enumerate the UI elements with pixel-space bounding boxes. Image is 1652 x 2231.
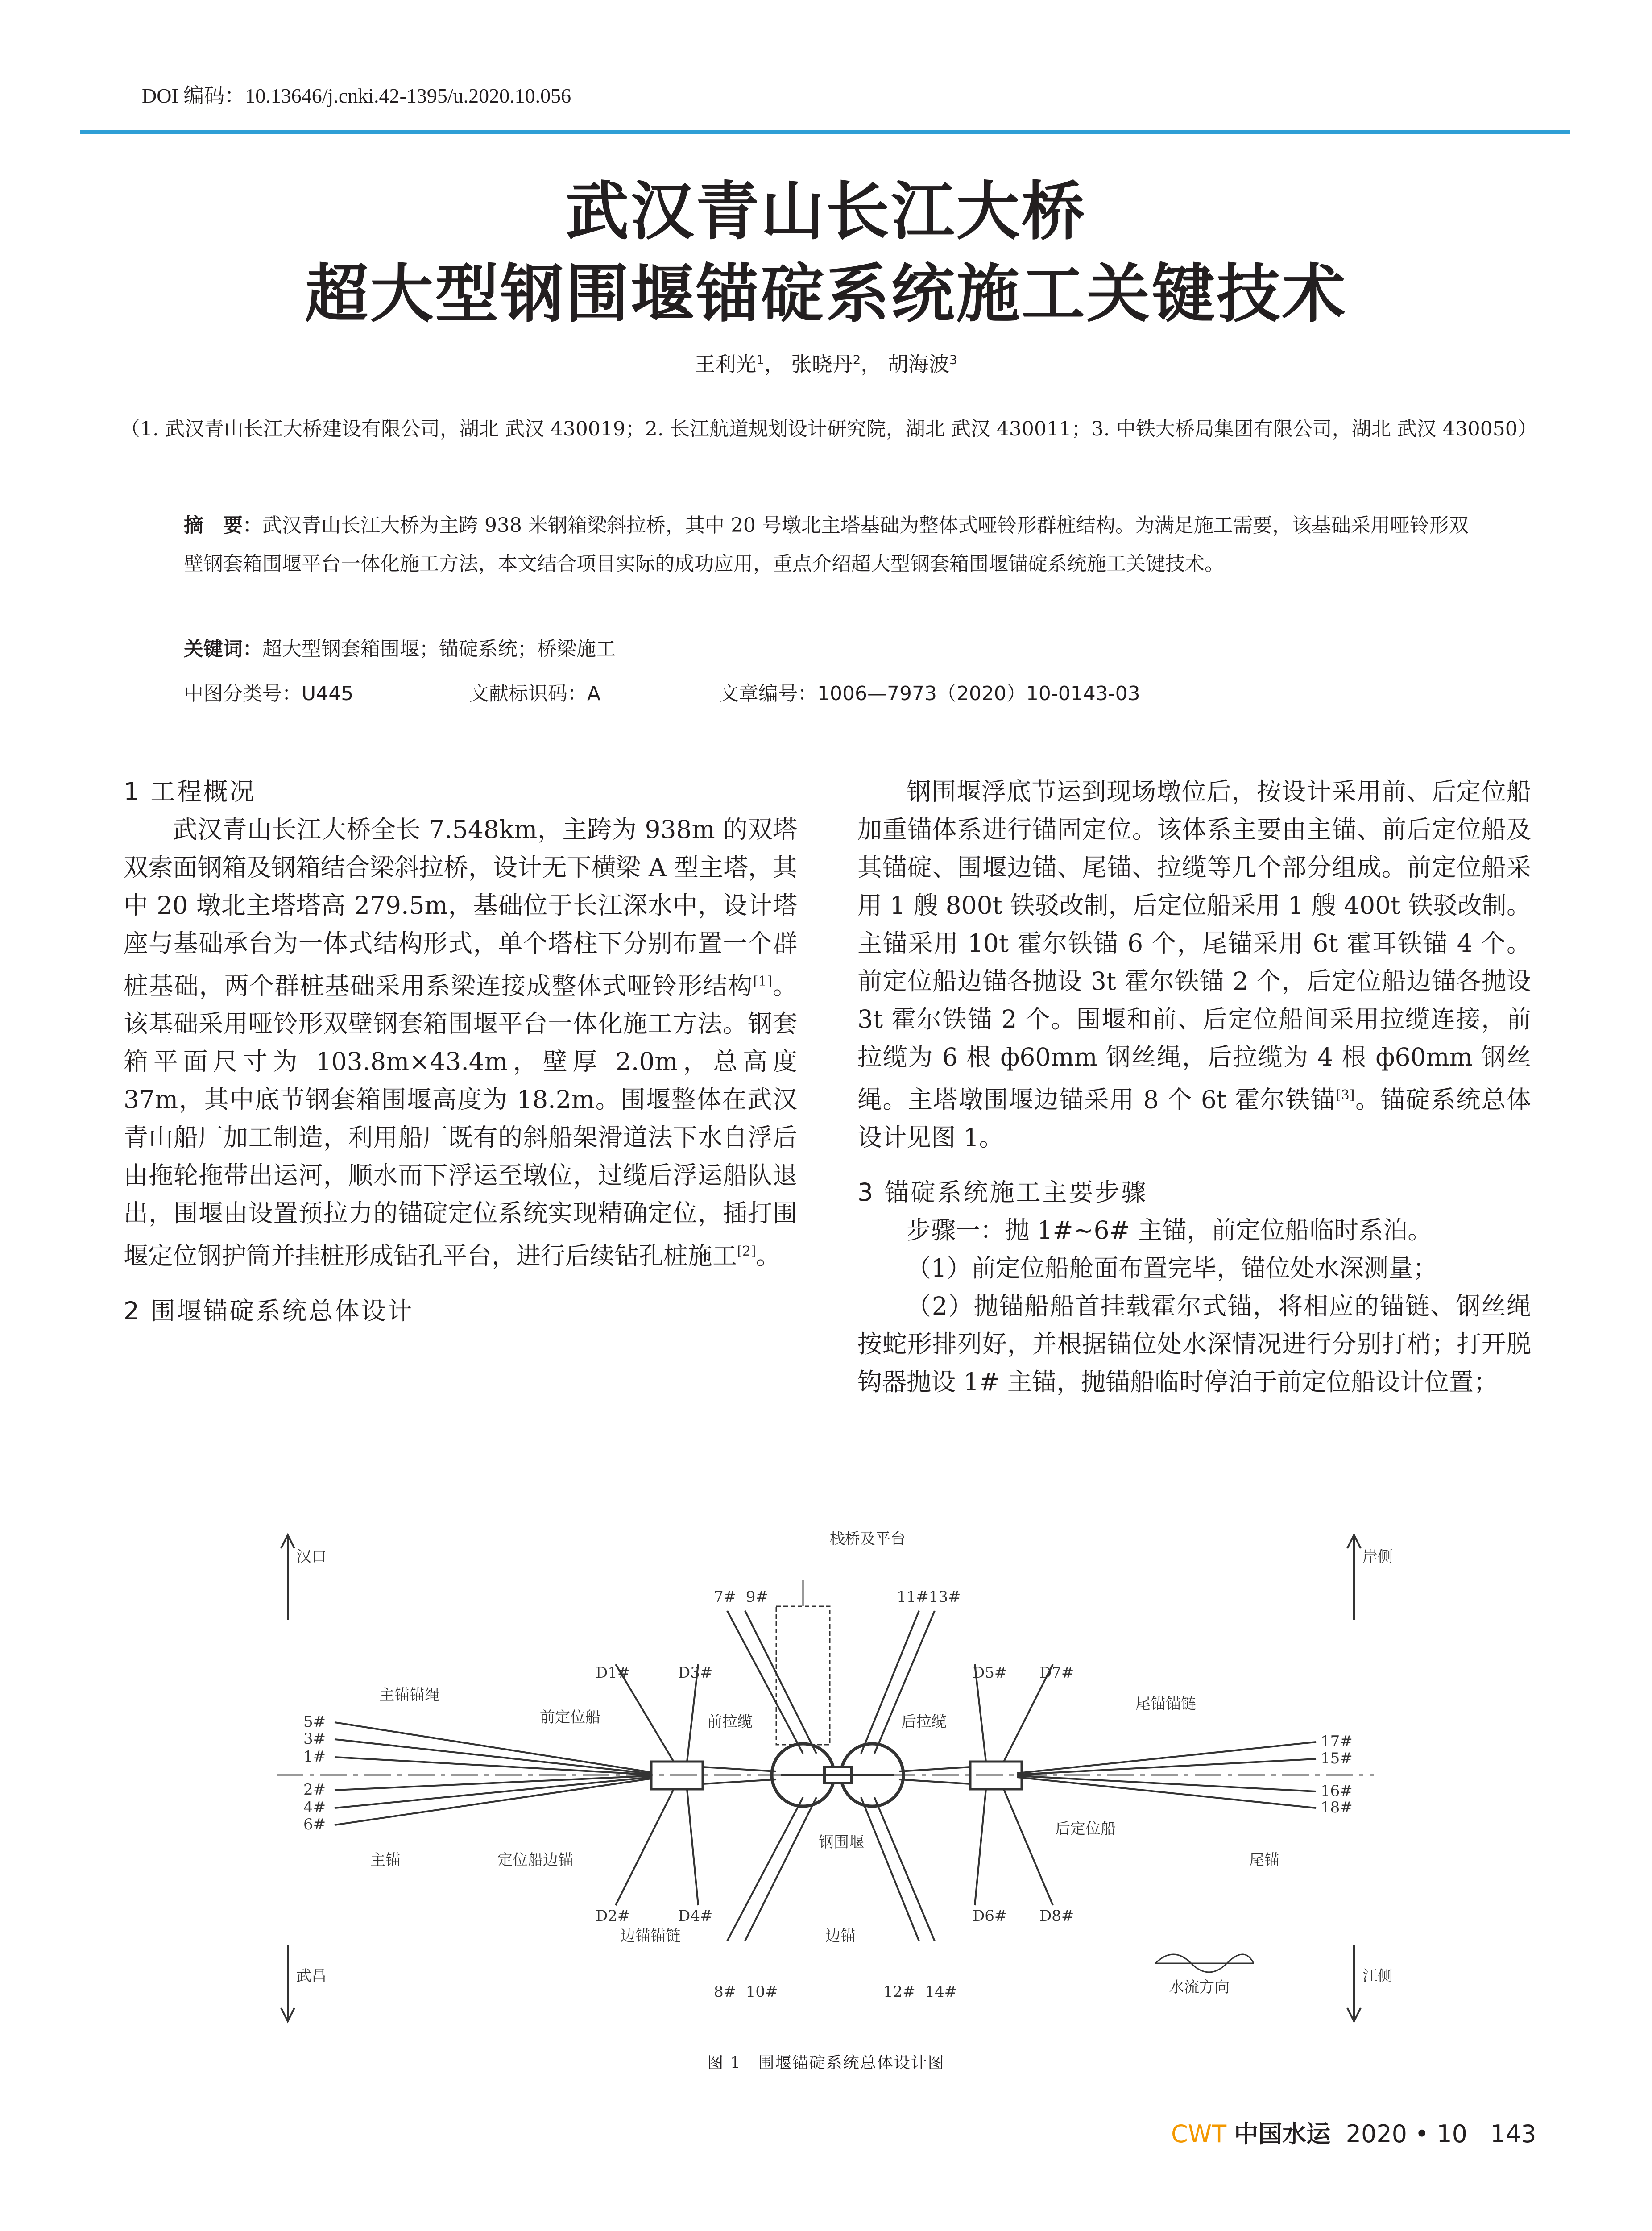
author-affil-mark: 2 <box>853 352 861 367</box>
label-side-anchor: 边锚 <box>825 1927 856 1945</box>
anchor-label: D7# <box>1039 1664 1074 1682</box>
citation: [2] <box>737 1244 756 1260</box>
anchor-label: 5# <box>303 1713 326 1731</box>
authors: 王利光$^1$， 张晓丹$^2$， 胡海波$^3$ <box>695 352 957 376</box>
anchor-label: 11#13# <box>897 1588 961 1606</box>
doc-code: 文献标识码：A <box>469 682 601 705</box>
label-front-cable: 前拉缆 <box>707 1713 753 1731</box>
section-heading: 1 工程概况 <box>124 777 256 806</box>
anchor-label: 2# <box>303 1781 326 1799</box>
anchor-label: 7# 9# <box>714 1588 768 1606</box>
anchor-label: 1# <box>303 1748 326 1766</box>
author-affil-mark: 1 <box>756 352 764 367</box>
journal-name: 中国水运 <box>1234 2119 1331 2148</box>
keywords-label: 关键词： <box>184 638 262 660</box>
issue: 2020 • 10 <box>1346 2120 1467 2148</box>
label-front-ship: 前定位船 <box>540 1708 600 1726</box>
title-line-1: 武汉青山长江大桥 <box>565 175 1087 249</box>
paragraph: （2）抛锚船船首挂载霍尔式锚，将相应的锚链、钢丝绳按蛇形排列好，并根据锚位处水深情况进行分别打梢；打开脱钩器抛设 1# 主锚，抛锚船临时停泊于前定位船设计位置； <box>857 1292 1531 1397</box>
anchor-label: D8# <box>1039 1907 1074 1925</box>
anchor-label: 3# <box>303 1730 326 1748</box>
abstract-label: 摘 要： <box>184 514 262 537</box>
anchor-label: D2# <box>596 1907 630 1925</box>
label-rear-cable: 后拉缆 <box>901 1713 947 1731</box>
abstract <box>184 506 1469 583</box>
paragraph: 步骤一：抛 1#~6# 主锚，前定位船临时系泊。 <box>907 1216 1433 1245</box>
label-rear-ship: 后定位船 <box>1055 1820 1116 1838</box>
section-heading: 2 围堰锚碇系统总体设计 <box>124 1296 414 1325</box>
label-trestle: 栈桥及平台 <box>830 1530 906 1548</box>
section-heading: 3 锚碇系统施工主要步骤 <box>857 1178 1148 1207</box>
label-side-chain: 边锚锚链 <box>620 1927 681 1945</box>
clc-number: 中图分类号：U445 <box>184 682 354 705</box>
label-tail-anchor: 尾锚 <box>1249 1851 1279 1869</box>
anchor-label: 15# <box>1321 1750 1353 1767</box>
anchor-label: D3# <box>678 1664 713 1682</box>
keywords-text: 超大型钢套箱围堰；锚碇系统；桥梁施工 <box>262 638 616 660</box>
body-column-right <box>857 773 1531 1401</box>
label-main-anchor-rope: 主锚锚绳 <box>379 1686 440 1704</box>
label-tail-chain: 尾锚锚链 <box>1135 1695 1196 1713</box>
anchor-label: D5# <box>973 1664 1007 1682</box>
anchor-label: 18# <box>1321 1799 1353 1816</box>
figure-caption: 图 1 围堰锚碇系统总体设计图 <box>707 2054 945 2072</box>
anchor-label: 6# <box>303 1816 326 1833</box>
author-name: 张晓丹 <box>791 352 853 376</box>
keywords <box>184 633 616 661</box>
page-number: 143 <box>1490 2120 1536 2148</box>
anchor-system-figure <box>250 1517 1401 2030</box>
corner-label-tl-1: 汉口 <box>296 1548 327 1566</box>
author-name: 王利光 <box>695 352 757 376</box>
journal-logo: CWT <box>1171 2120 1227 2148</box>
anchor-label: D4# <box>678 1907 713 1925</box>
article-number: 文章编号：1006—7973（2020）10-0143-03 <box>719 682 1140 705</box>
label-cofferdam: 钢围堰 <box>819 1833 864 1851</box>
page-footer <box>1171 2115 1536 2149</box>
anchor-label: D6# <box>973 1907 1007 1925</box>
affiliations: （1. 武汉青山长江大桥建设有限公司，湖北 武汉 430019；2. 长江航道规划设计研究院，湖北 武汉 430011；3. 中铁大桥局集团有限公司，湖北 武汉 430050） <box>120 418 1537 440</box>
header-rule <box>80 130 1570 134</box>
paragraph: 钢围堰浮底节运到现场墩位后，按设计采用前、后定位船加重锚体系进行锚固定位。该体系主要由主锚、前后定位船及其锚碇、围堰边锚、尾锚、拉缆等几个部分组成。前定位船采用 1 艘 800t 铁驳改制，后定位船采用 1 艘 400t 铁驳改制。主锚采用 10t 霍尔铁锚 6 个，尾锚采用 6t 霍耳铁锚 4 个。前定位船边锚各抛设 3t 霍尔铁锚 2 个，后定位船边锚各抛设 3t 霍尔铁锚 2 个。围堰和前、后定位船间采用拉缆连接，前拉缆为 6 根 ф60mm 钢丝绳，后拉缆为 4 根 ф60mm 钢丝绳。主塔墩围堰边锚采用 8 个 6t 霍尔铁锚[3]。锚碇系统总体设计见图 1。 <box>857 777 1531 1152</box>
body-column-left <box>124 773 797 1330</box>
citation: [3] <box>1336 1087 1355 1103</box>
label-main-anchor: 主锚 <box>370 1851 401 1869</box>
doi-line: DOI 编码：10.13646/j.cnki.42-1395/u.2020.10.056 <box>142 84 571 107</box>
anchor-label: 8# 10# <box>714 1983 778 2001</box>
anchor-label: 16# <box>1321 1782 1353 1800</box>
abstract-text: 武汉青山长江大桥为主跨 938 米钢箱梁斜拉桥，其中 20 号墩北主塔基础为整体式哑铃形群桩结构。为满足施工需要，该基础采用哑铃形双壁钢套箱围堰平台一体化施工方法，本文结合项目实际的成功应用，重点介绍超大型钢套箱围堰锚碇系统施工关键技术。 <box>184 514 1469 575</box>
title-line-2: 超大型钢围堰锚碇系统施工关键技术 <box>305 257 1347 331</box>
author-affil-mark: 3 <box>949 352 957 367</box>
anchor-label: D1# <box>596 1664 630 1682</box>
citation: [1] <box>753 974 772 989</box>
paragraph: 武汉青山长江大桥全长 7.548km，主跨为 938m 的双塔双索面钢箱及钢箱结合梁斜拉桥，设计无下横梁 A 型主塔，其中 20 墩北主塔塔高 279.5m，基础位于长江深水中，设计塔座与基础承台为一体式结构形式，单个塔柱下分别布置一个群桩基础，两个群桩基础采用系梁连接成整体式哑铃形结构[1]。该基础采用哑铃形双壁钢套箱围堰平台一体化施工方法。钢套箱平面尺寸为 103.8m×43.4m，壁厚 2.0m，总高度 37m，其中底节钢套箱围堰高度为 18.2m。围堰整体在武汉青山船厂加工制造，利用船厂既有的斜船架滑道法下水自浮后由拖轮拖带出运河，顺水而下浮运至墩位，过缆后浮运船队退出，围堰由设置预拉力的锚碇定位系统实现精确定位，插打围堰定位钢护筒并挂桩形成钻孔平台，进行后续钻孔桩施工[2]。 <box>124 815 797 1270</box>
label-flow: 水流方向 <box>1169 1978 1230 1996</box>
corner-label-tr: 岸侧 <box>1362 1548 1393 1566</box>
anchor-label: 12# 14# <box>883 1983 957 2001</box>
label-ship-side-anchor: 定位船边锚 <box>497 1851 573 1869</box>
paragraph: （1）前定位船舱面布置完毕，锚位处水深测量； <box>907 1254 1437 1283</box>
corner-label-bl: 武昌 <box>296 1967 327 1985</box>
corner-label-br: 江侧 <box>1362 1967 1393 1985</box>
anchor-label: 4# <box>303 1799 326 1816</box>
anchor-label: 17# <box>1321 1733 1353 1750</box>
author-name: 胡海波 <box>888 352 950 376</box>
